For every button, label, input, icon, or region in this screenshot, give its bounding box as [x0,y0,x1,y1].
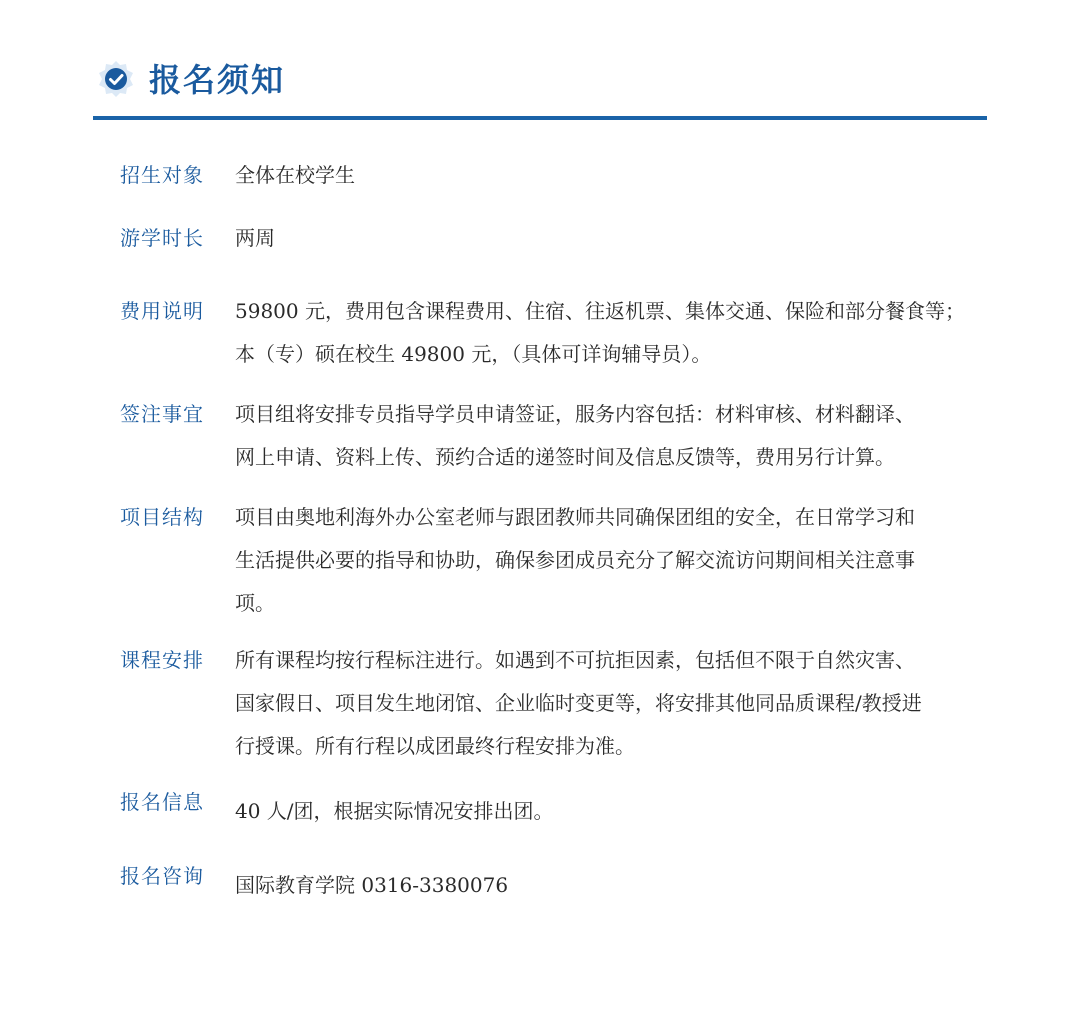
row-value [235,393,990,479]
row-label: 招生对象 [120,163,204,187]
value-line: 行授课。所有行程以成团最终行程安排为准。 [235,734,635,758]
value-line: 全体在校学生 [235,163,355,187]
value-line: 59800 元，费用包含课程费用、住宿、往返机票、集体交通、保险和部分餐食等； [235,299,965,323]
row-value [235,864,990,907]
value-line: 网上申请、资料上传、预约合适的递签时间及信息反馈等，费用另行计算。 [235,445,895,469]
row-value [235,154,990,197]
row-label: 项目结构 [120,505,204,529]
row-value [235,496,990,625]
row-label: 报名信息 [120,790,204,814]
row-value [235,790,990,833]
row-label: 课程安排 [120,648,204,672]
section-header [93,50,987,120]
value-line: 所有课程均按行程标注进行。如遇到不可抗拒因素，包括但不限于自然灾害、 [235,648,915,672]
row-value [235,290,990,376]
row-label: 报名咨询 [120,864,204,888]
value-line: 项。 [235,591,275,615]
value-line: 国家假日、项目发生地闭馆、企业临时变更等，将安排其他同品质课程/教授进 [235,691,922,715]
value-line: 本（专）硕在校生 49800 元，（具体可详询辅导员）。 [235,342,712,366]
page-title: 报名须知 [149,61,286,99]
row-label: 费用说明 [120,299,204,323]
row-label: 游学时长 [120,226,204,250]
row-label: 签注事宜 [120,402,204,426]
check-badge-icon [96,59,136,99]
row-value [235,217,990,260]
value-line: 项目由奥地利海外办公室老师与跟团教师共同确保团组的安全，在日常学习和 [235,505,915,529]
value-line: 生活提供必要的指导和协助，确保参团成员充分了解交流访问期间相关注意事 [235,548,915,572]
value-line: 两周 [235,226,275,250]
value-line: 国际教育学院 0316-3380076 [235,873,509,897]
value-line: 项目组将安排专员指导学员申请签证，服务内容包括：材料审核、材料翻译、 [235,402,915,426]
value-line: 40 人/团，根据实际情况安排出团。 [235,799,554,823]
row-value [235,639,990,768]
